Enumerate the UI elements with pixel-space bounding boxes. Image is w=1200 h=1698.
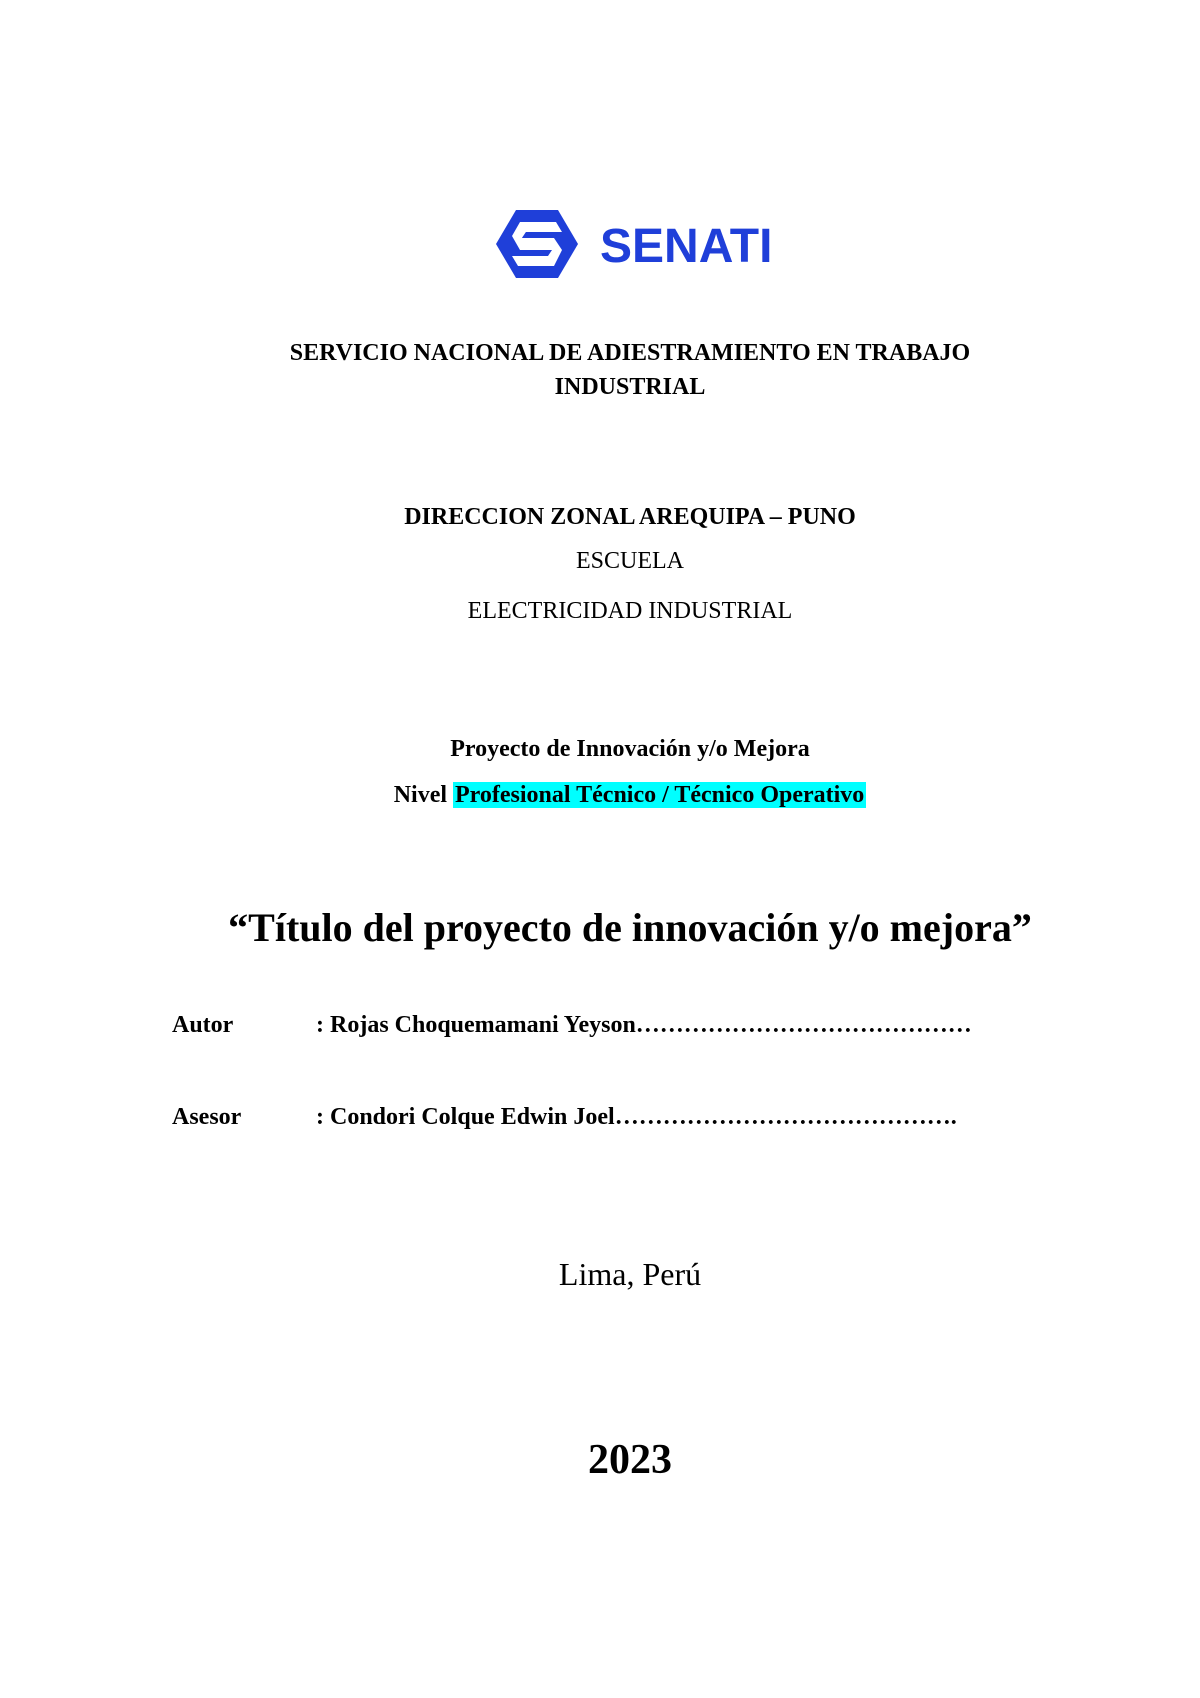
career-name: ELECTRICIDAD INDUSTRIAL — [467, 598, 793, 624]
senati-logo — [496, 206, 796, 286]
senati-logo-mark — [496, 206, 796, 286]
level-line — [0, 782, 1200, 809]
logo-wordmark: SENATI — [600, 220, 773, 273]
project-type: Proyecto de Innovación y/o Mejora — [450, 736, 810, 762]
institution-name — [200, 336, 1060, 404]
author-value: : Rojas Choquemamani Yeyson…………………………………… — [316, 1012, 972, 1038]
author-row — [172, 1012, 972, 1039]
year: 2023 — [588, 1437, 672, 1483]
institution-line-2: INDUSTRIAL — [554, 374, 706, 400]
institution-line-1: SERVICIO NACIONAL DE ADIESTRAMIENTO EN TRABAJO — [289, 340, 971, 366]
project-title: “Título del proyecto de innovación y/o mejora” — [228, 905, 1032, 950]
level-prefix: Nivel — [393, 782, 448, 808]
zonal-direction: DIRECCION ZONAL AREQUIPA – PUNO — [404, 504, 856, 530]
school-label: ESCUELA — [576, 548, 684, 574]
author-label: Autor — [172, 1012, 234, 1038]
advisor-row — [172, 1104, 957, 1131]
advisor-label: Asesor — [172, 1104, 242, 1130]
level-value-highlight: Profesional Técnico / Técnico Operativo — [455, 782, 865, 808]
advisor-value: : Condori Colque Edwin Joel……………………………………. — [316, 1104, 957, 1130]
city-country: Lima, Perú — [558, 1256, 702, 1292]
